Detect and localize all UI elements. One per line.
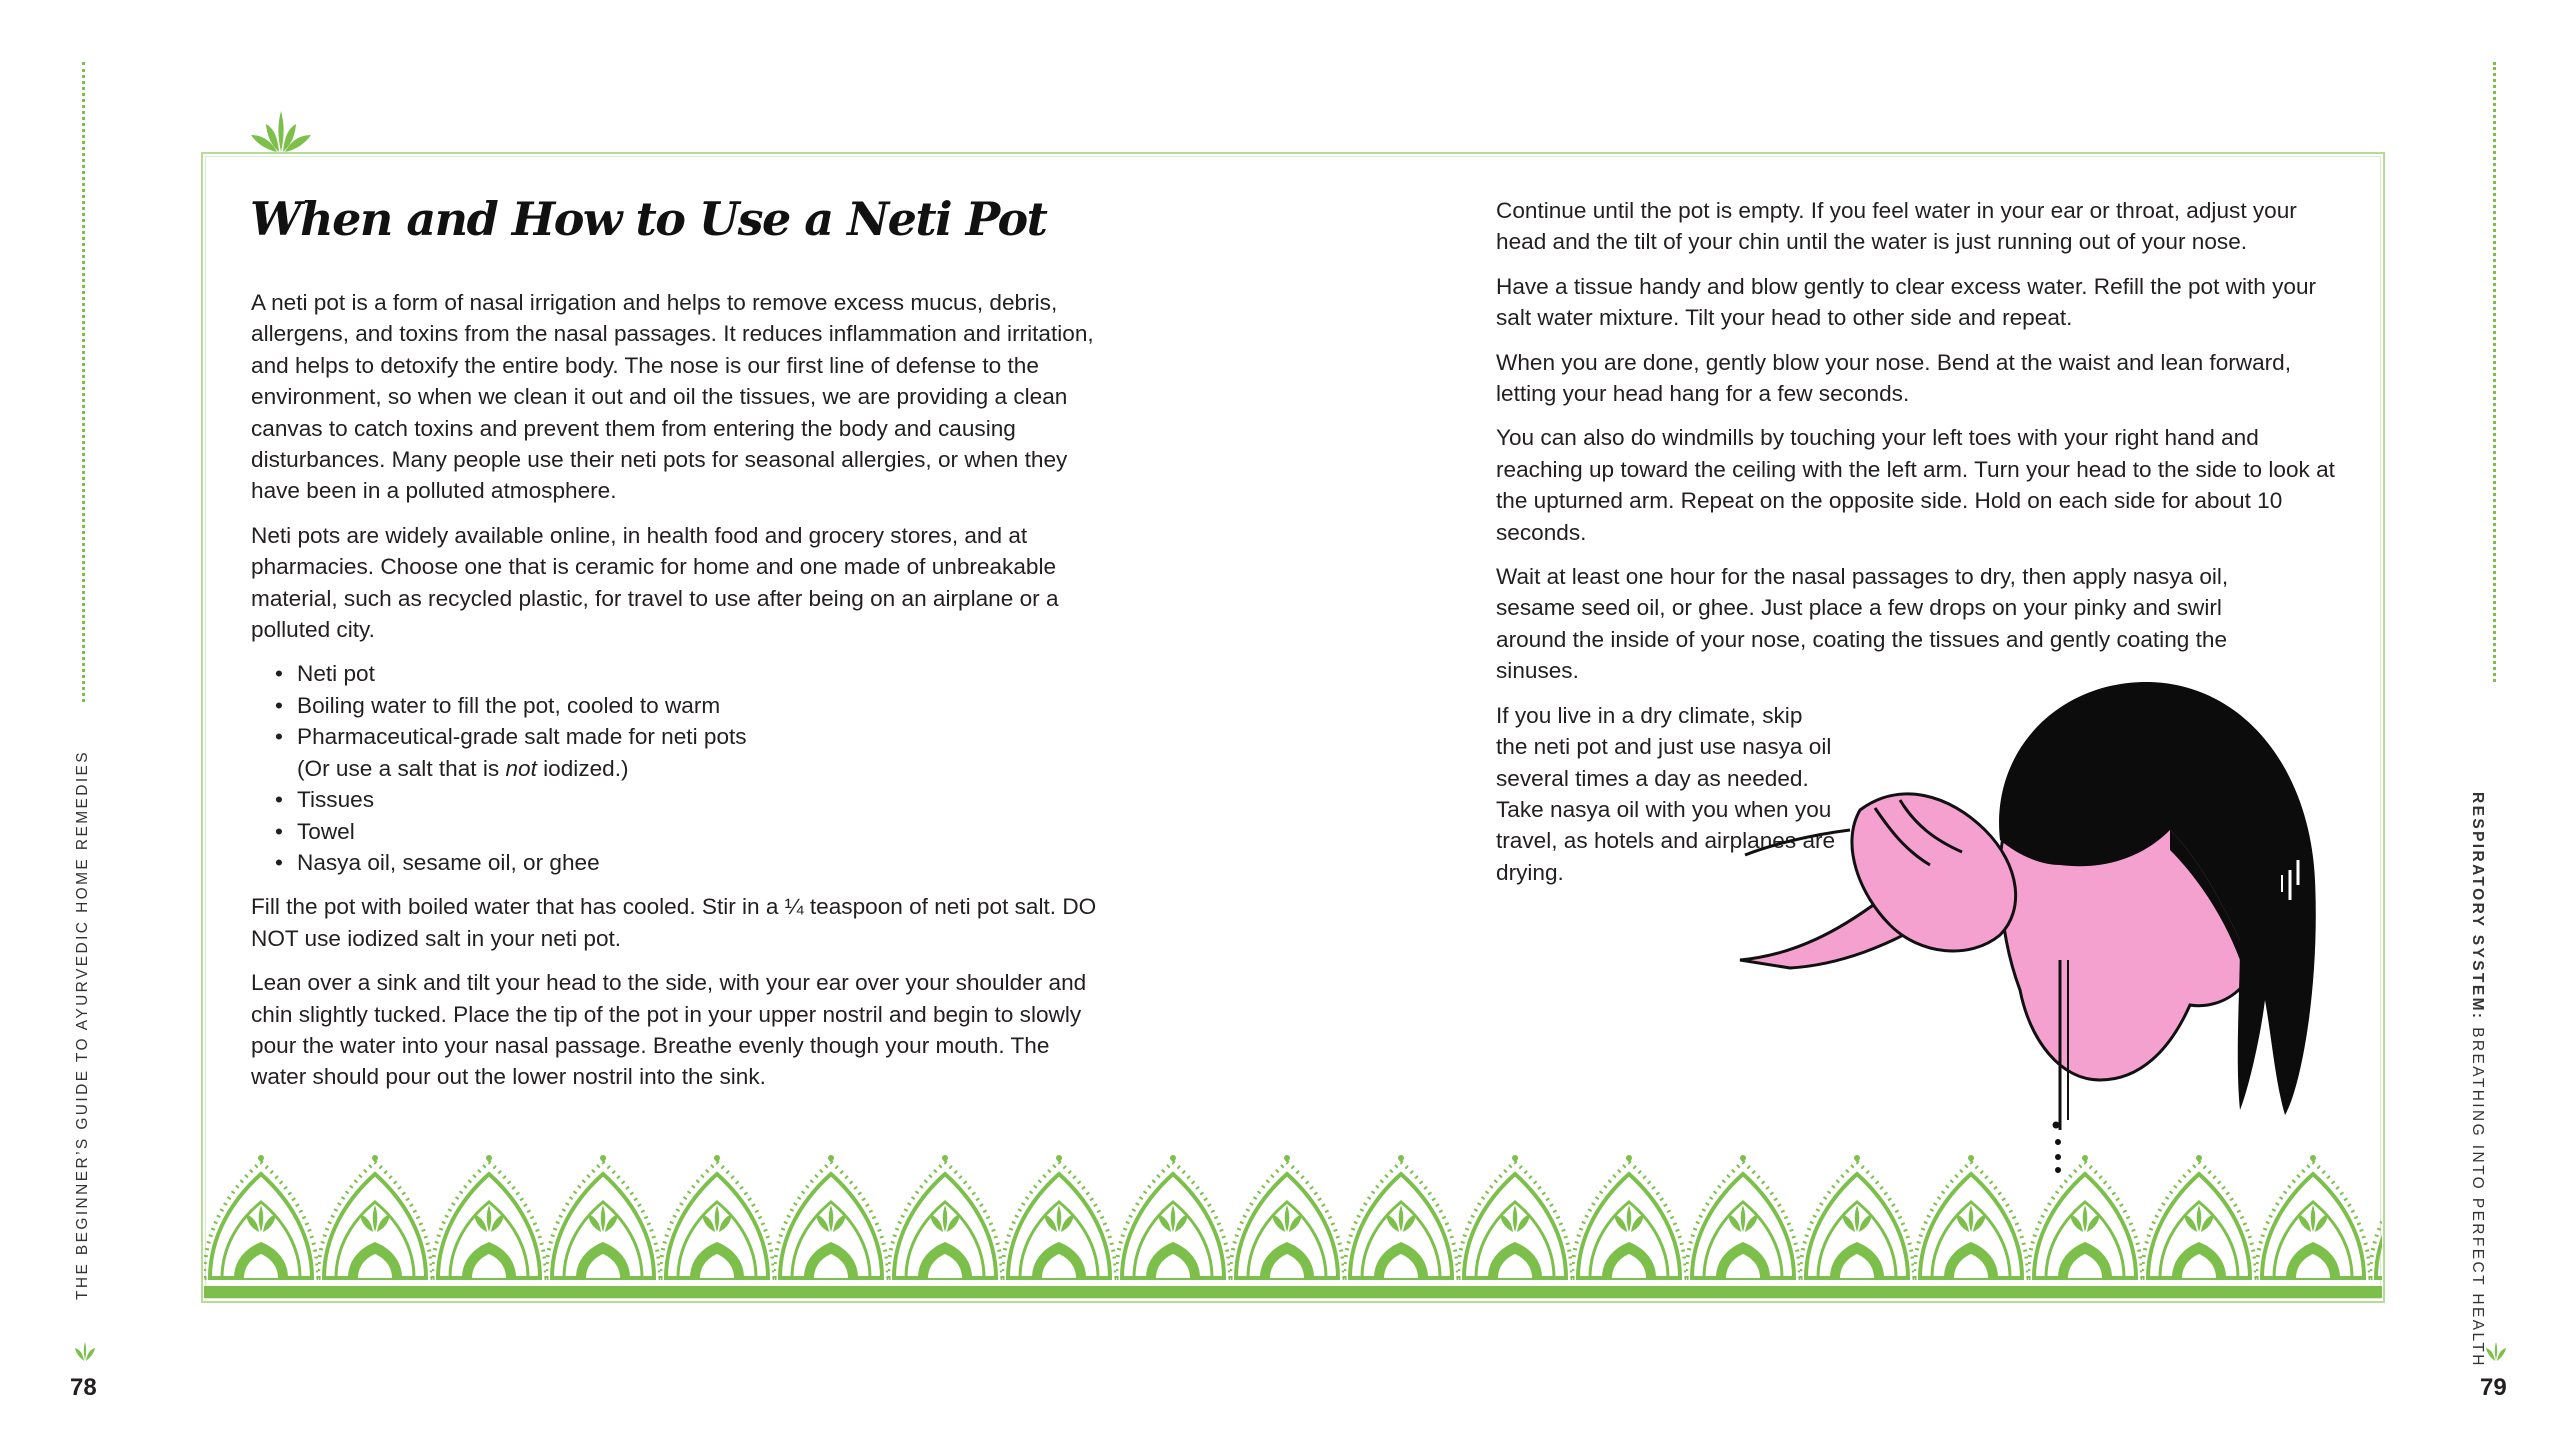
left-page-sprig-icon <box>70 1340 100 1362</box>
lotus-ornament-icon <box>248 108 314 154</box>
list-item-text: Pharmaceutical-grade salt made for neti pots <box>297 724 747 750</box>
list-item: • Boiling water to fill the pot, cooled to warm <box>275 690 1101 721</box>
right-running-head <box>2468 792 2486 1368</box>
list-item: • Tissues <box>275 784 1101 815</box>
fill-paragraph: Fill the pot with boiled water that has cooled. Stir in a ¼ teaspoon of neti pot salt. DO NOT use iodized salt in your neti pot. <box>251 894 1097 951</box>
left-running-head: THE BEGINNER’S GUIDE TO AYURVEDIC HOME REMEDIES <box>74 749 91 1300</box>
left-page-number: 78 <box>70 1374 97 1401</box>
note-suffix: iodized.) <box>536 755 629 781</box>
wait-paragraph: Wait at least one hour for the nasal passages to dry, then apply nasya oil, sesame seed oil, or ghee. Just place a few drops on your pinky and swirl around the inside of your nose, coating the tissues and gently coating the sinuses. <box>1496 564 2229 684</box>
list-item-note <box>297 753 1101 784</box>
continue-paragraph: Continue until the pot is empty. If you feel water in your ear or throat, adjust your head and the tilt of your chin until the water is just running out of your nose. <box>1496 198 2297 255</box>
lean-paragraph: Lean over a sink and tilt your head to the side, with your ear over your shoulder and chin slightly tucked. Place the tip of the pot in your upper nostril and begin to slowly pour the water into your nasal passage. Breathe evenly though your mouth. The water should pour out the lower nostril into the sink. <box>251 970 1087 1090</box>
supplies-list <box>251 658 1101 878</box>
neti-pot-illustration <box>1700 660 2340 1180</box>
left-column <box>251 287 1101 1106</box>
list-item <box>275 721 1101 784</box>
henna-border <box>204 1150 2382 1300</box>
list-item: • Nasya oil, sesame oil, or ghee <box>275 847 1101 878</box>
availability-paragraph: Neti pots are widely available online, in health food and grocery stores, and at pharmacies. Choose one that is ceramic for home and one made of unbreakable material, such as recycled plastic, for travel to use after being on an airplane or a polluted city. <box>251 522 1059 643</box>
tissue-paragraph: Have a tissue handy and blow gently to clear excess water. Refill the pot with your salt water mixture. Tilt your head to other side and repeat. <box>1496 273 2317 331</box>
list-item: • Neti pot <box>275 658 1101 689</box>
list-item: • Towel <box>275 816 1101 847</box>
right-dotted-rule <box>2493 62 2496 682</box>
running-head-chapter: RESPIRATORY SYSTEM: <box>2469 792 2486 1021</box>
done-paragraph: When you are done, gently blow your nose. Bend at the waist and lean forward, letting your head hang for a few seconds. <box>1496 349 2292 407</box>
right-page-sprig-icon <box>2481 1340 2511 1362</box>
dry-climate-paragraph: If you live in a dry climate, skip the neti pot and just use nasya oil several times a day as needed. Take nasya oil with you when you travel, as hotels and airplanes are drying. <box>1496 702 1836 885</box>
right-page-number: 79 <box>2480 1374 2507 1401</box>
note-emphasis: not <box>505 755 537 781</box>
left-dotted-rule <box>82 62 85 702</box>
article-title: When and How to Use a Neti Pot <box>250 192 1047 246</box>
windmills-paragraph: You can also do windmills by touching your left toes with your right hand and reaching up toward the ceiling with the left arm. Turn your head to the side to look at the upturned arm. Repeat on the opposite side. Hold on each side for about 10 seconds. <box>1496 425 2335 545</box>
running-head-topic: BREATHING INTO PERFECT HEALTH <box>2469 1020 2486 1368</box>
note-prefix: (Or use a salt that is <box>297 755 506 781</box>
intro-paragraph: A neti pot is a form of nasal irrigation and helps to remove excess mucus, debris, allergens, and toxins from the nasal passages. It reduces inflammation and irritation, and helps to detoxify the entire body. The nose is our first line of defense to the environment, so when we clean it out and oil the tissues, we are providing a clean canvas to catch toxins and prevent them from entering the body and causing disturbances. Many people use their neti pots for seasonal allergies, or when they have been in a polluted atmosphere. <box>251 290 1094 504</box>
